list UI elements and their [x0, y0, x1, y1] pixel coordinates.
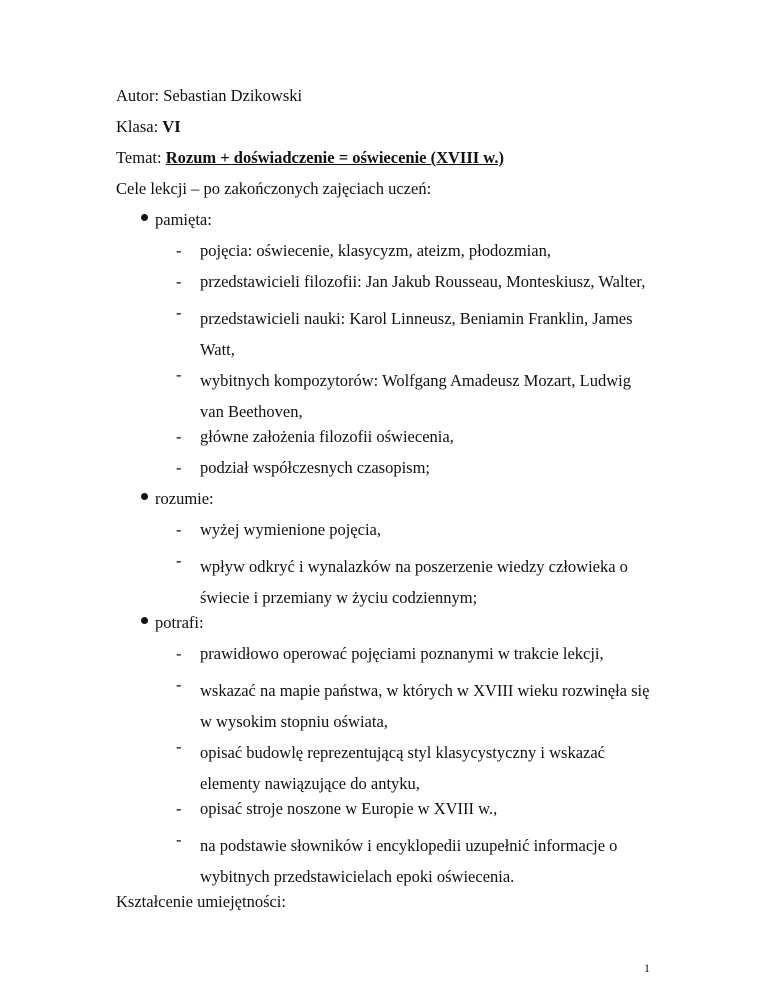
class-value: VI — [162, 117, 181, 136]
list-item: opisać budowlę reprezentującą styl klasycystyczny i wskazać elementy nawiązujące do antyku, — [200, 743, 606, 793]
author-name: Sebastian Dzikowski — [163, 86, 303, 105]
list-item: przedstawicieli nauki: Karol Linneusz, Beniamin Franklin, James Watt, — [200, 309, 633, 359]
list-item: opisać stroje noszone w Europie w XVIII w., — [200, 799, 498, 818]
dash-icon: - — [176, 272, 182, 291]
section-label: pamięta: — [155, 210, 212, 229]
dash-icon: - — [176, 427, 182, 446]
dash-icon: - — [176, 520, 182, 539]
lesson-topic: Rozum + doświadczenie = oświecenie (XVIII w.) — [165, 148, 504, 167]
list-item: wskazać na mapie państwa, w których w XVIII wieku rozwinęła się w wysokim stopniu oświata, — [200, 681, 650, 731]
topic-line: Temat: Rozum + doświadczenie = oświecenie (XVIII w.) — [116, 148, 504, 167]
goals-intro: Cele lekcji – po zakończonych zajęciach uczeń: — [116, 179, 432, 198]
list-item: prawidłowo operować pojęciami poznanymi w trakcie lekcji, — [200, 644, 604, 663]
section-label: rozumie: — [155, 489, 214, 508]
page-number: 1 — [644, 961, 650, 975]
dash-icon: - — [176, 675, 182, 694]
dash-icon: - — [176, 303, 182, 322]
dash-icon: - — [176, 551, 182, 570]
dash-icon: - — [176, 799, 182, 818]
author-line: Autor: Sebastian Dzikowski — [116, 86, 303, 105]
class-line: Klasa: VI — [116, 117, 181, 136]
list-item: na podstawie słowników i encyklopedii uzupełnić informacje o wybitnych przedstawicielach epoki oświecenia. — [200, 836, 618, 886]
bullet-icon — [141, 617, 148, 624]
dash-icon: - — [176, 241, 182, 260]
dash-icon: - — [176, 737, 182, 756]
bullet-icon — [141, 493, 148, 500]
list-item: podział współczesnych czasopism; — [200, 458, 431, 477]
list-item: przedstawicieli filozofii: Jan Jakub Rousseau, Monteskiusz, Walter, — [200, 272, 646, 291]
bullet-icon — [141, 214, 148, 221]
skills-heading: Kształcenie umiejętności: — [116, 892, 286, 911]
dash-icon: - — [176, 365, 182, 384]
list-item: wybitnych kompozytorów: Wolfgang Amadeusz Mozart, Ludwig van Beethoven, — [200, 371, 631, 421]
section-label: potrafi: — [155, 613, 204, 632]
list-item: pojęcia: oświecenie, klasycyzm, ateizm, płodozmian, — [200, 241, 551, 260]
dash-icon: - — [176, 458, 182, 477]
list-item: główne założenia filozofii oświecenia, — [200, 427, 454, 446]
dash-icon: - — [176, 644, 182, 663]
list-item: wyżej wymienione pojęcia, — [200, 520, 381, 539]
dash-icon: - — [176, 830, 182, 849]
list-item: wpływ odkryć i wynalazków na poszerzenie wiedzy człowieka o świecie i przemiany w życiu codziennym; — [200, 557, 628, 607]
